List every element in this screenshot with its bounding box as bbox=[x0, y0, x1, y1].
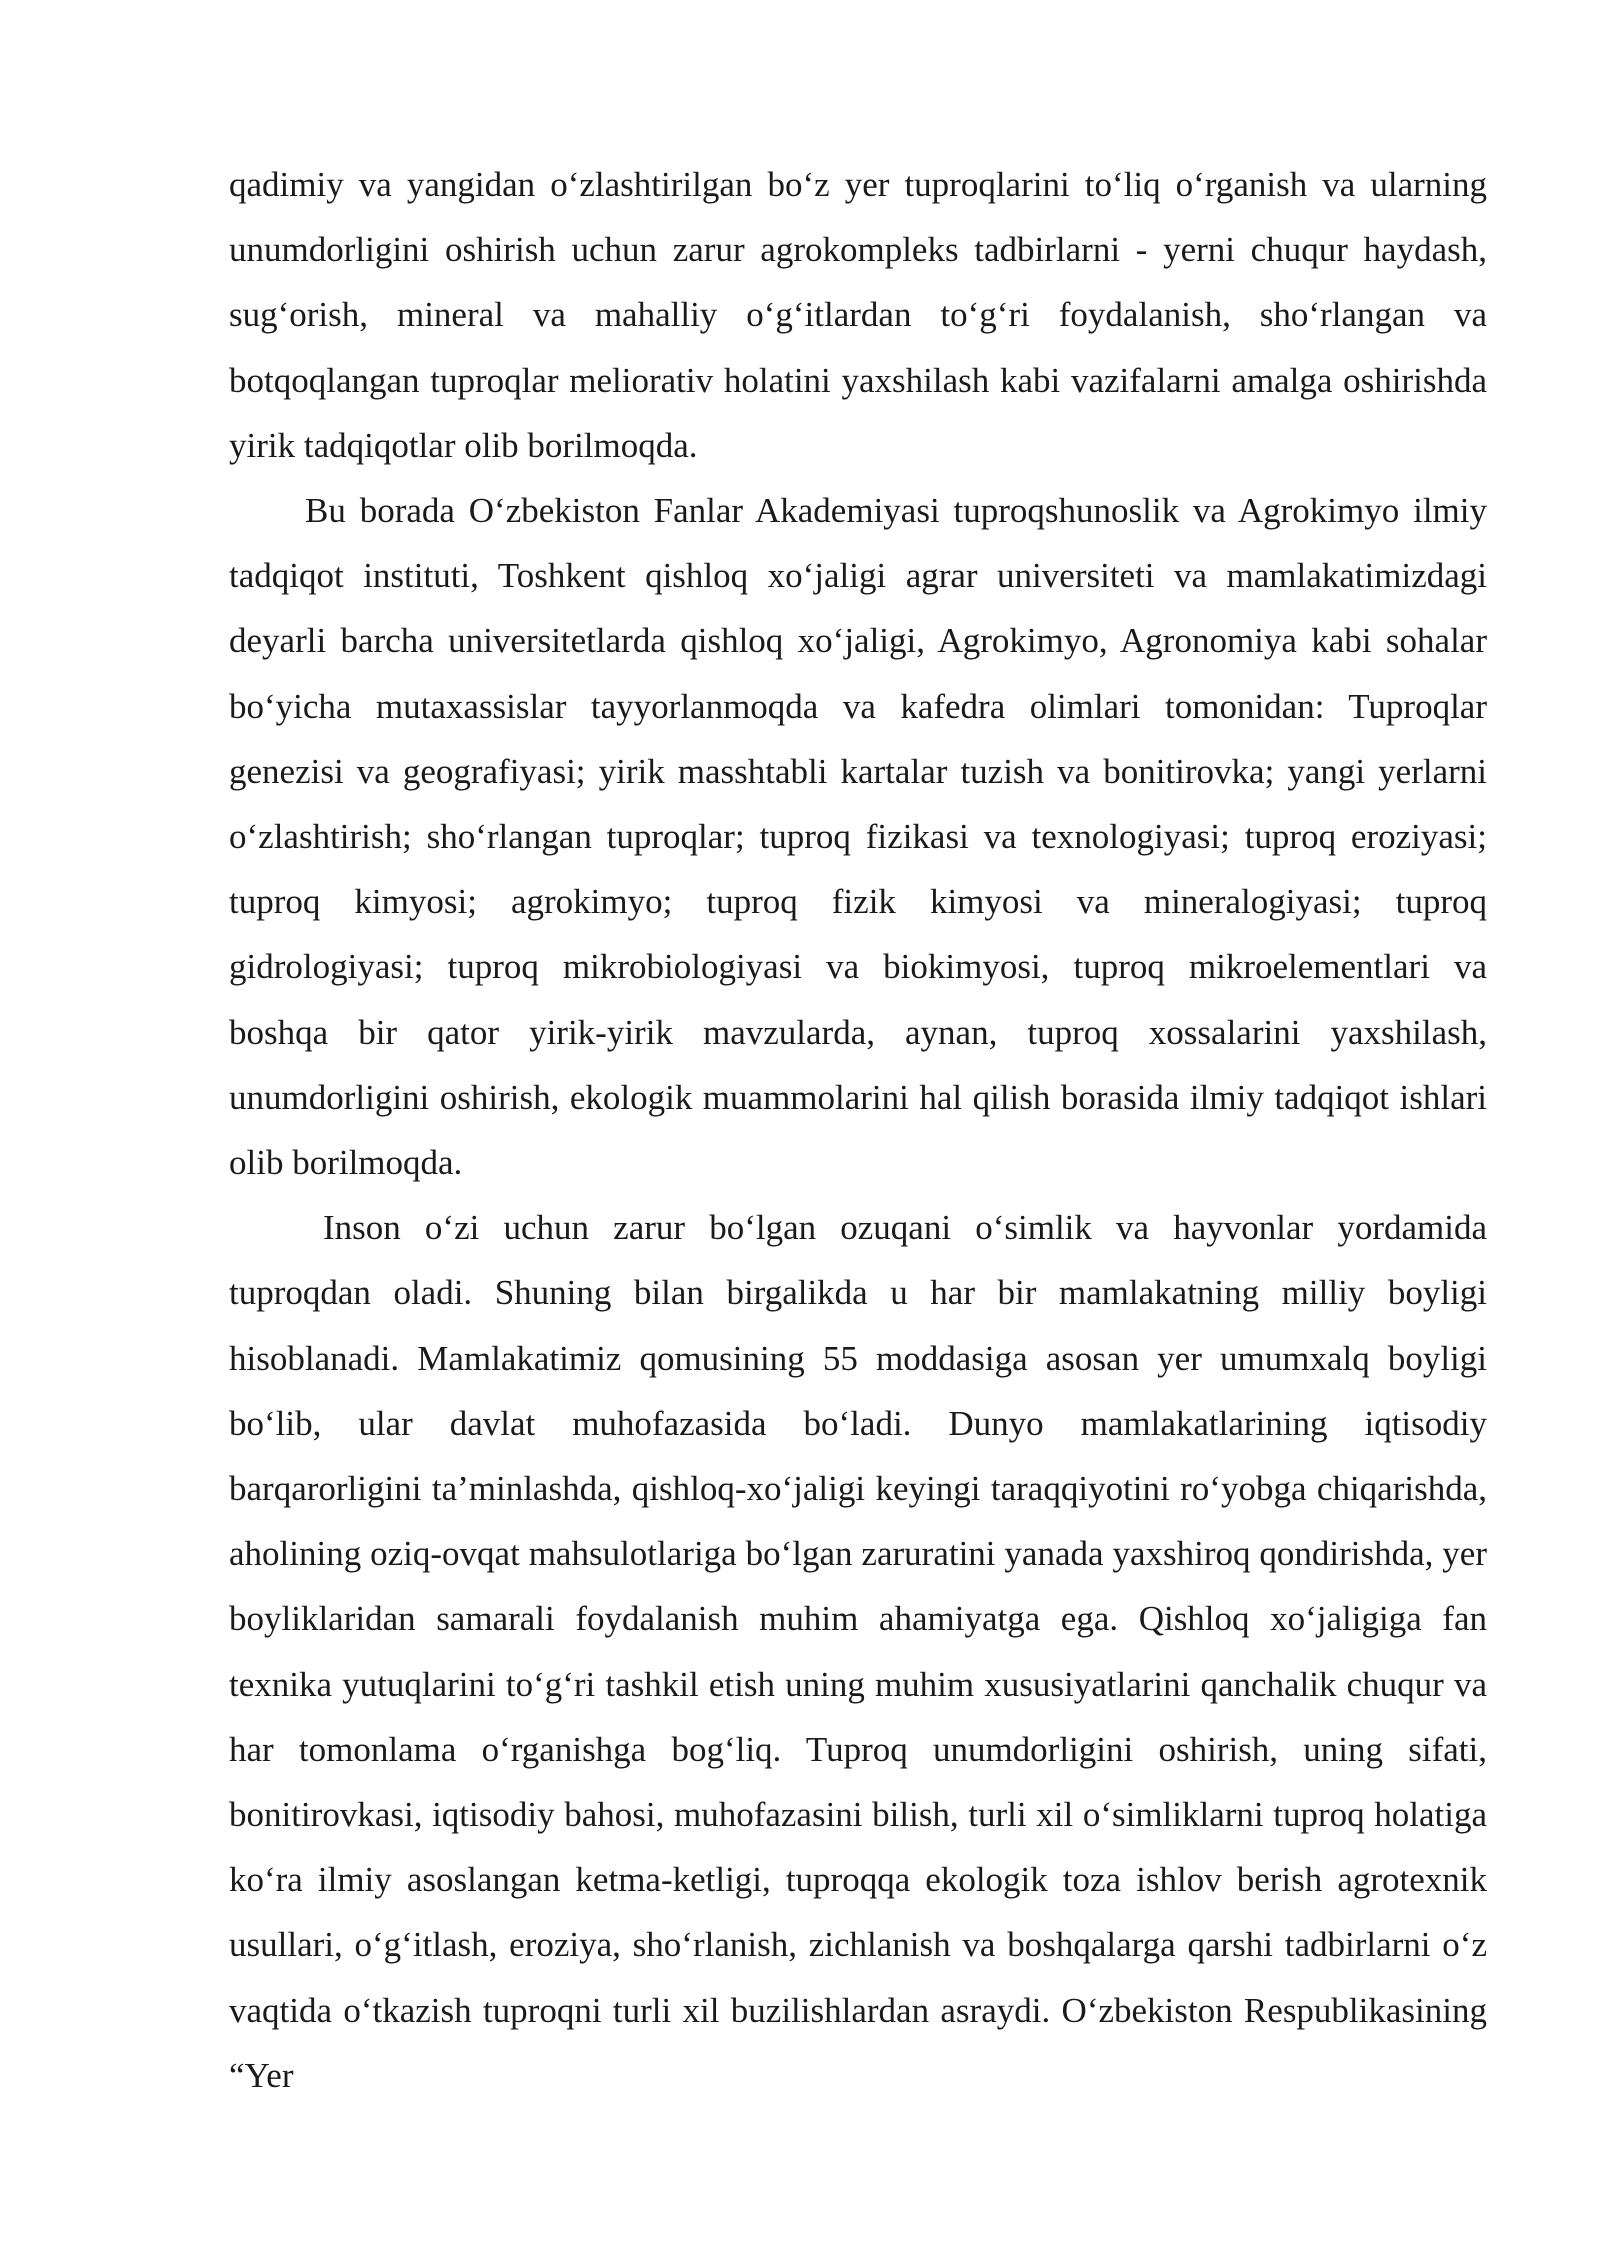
paragraph-continuation: qadimiy va yangidan o‘zlashtirilgan bo‘z yer tuproqlarini to‘liq o‘rganish va ularning unumdorligini oshirish uchun zarur agrokompleks tadbirlarni - yerni chuqur haydash, sug‘orish, mineral va mahalliy o‘g‘itlardan to‘g‘ri foydalanish, sho‘rlangan va botqoqlangan tuproqlar meliorativ holatini yaxshilash kabi vazifalarni amalga oshirishda yirik tadqiqotlar olib borilmoqda. bbox=[229, 165, 1487, 465]
document-body bbox=[229, 152, 1487, 2108]
paragraph-soil-importance: Inson o‘zi uchun zarur bo‘lgan ozuqani o‘simlik va hayvonlar yordamida tuproqdan oladi. Shuning bilan birgalikda u har bir mamlakatning milliy boyligi hisoblanadi. Mamlakatimiz qomusining 55 moddasiga asosan yer umumxalq boyligi bo‘lib, ular davlat muhofazasida bo‘ladi. Dunyo mamlakatlarining iqtisodiy barqarorligini ta’minlashda, qishloq-xo‘jaligi keyingi taraqqiyotini ro‘yobga chiqarishda, aholining oziq-ovqat mahsulotlariga bo‘lgan zaruratini yanada yaxshiroq qondirishda, yer boyliklaridan samarali foydalanish muhim ahamiyatga ega. Qishloq xo‘jaligiga fan texnika yutuqlarini to‘g‘ri tashkil etish uning muhim xususiyatlarini qanchalik chuqur va har tomonlama o‘rganishga bog‘liq. Tuproq unumdorligini oshirish, uning sifati, bonitirovkasi, iqtisodiy bahosi, muhofazasini bilish, turli xil o‘simliklarni tuproq holatiga ko‘ra ilmiy asoslangan ketma-ketligi, tuproqqa ekologik toza ishlov berish agrotexnik usullari, o‘g‘itlash, eroziya, sho‘rlanish, zichlanish va boshqalarga qarshi tadbirlarni o‘z vaqtida o‘tkazish tuproqni turli xil buzilishlardan asraydi. O‘zbekiston Respublikasining “Yer bbox=[229, 1208, 1487, 2095]
paragraph-institutions: Bu borada O‘zbekiston Fanlar Akademiyasi tuproqshunoslik va Agrokimyo ilmiy tadqiqot instituti, Toshkent qishloq xo‘jaligi agrar universiteti va mamlakatimizdagi deyarli barcha universitetlarda qishloq xo‘jaligi, Agrokimyo, Agronomiya kabi sohalar bo‘yicha mutaxassislar tayyorlanmoqda va kafedra olimlari tomonidan: Tuproqlar genezisi va geografiyasi; yirik masshtabli kartalar tuzish va bonitirovka; yangi yerlarni o‘zlashtirish; sho‘rlangan tuproqlar; tuproq fizikasi va texnologiyasi; tuproq eroziyasi; tuproq kimyosi; agrokimyo; tuproq fizik kimyosi va mineralogiyasi; tuproq gidrologiyasi; tuproq mikrobiologiyasi va biokimyosi, tuproq mikroelementlari va boshqa bir qator yirik-yirik mavzularda, aynan, tuproq xossalarini yaxshilash, unumdorligini oshirish, ekologik muammolarini hal qilish borasida ilmiy tadqiqot ishlari olib borilmoqda. bbox=[229, 491, 1487, 1183]
